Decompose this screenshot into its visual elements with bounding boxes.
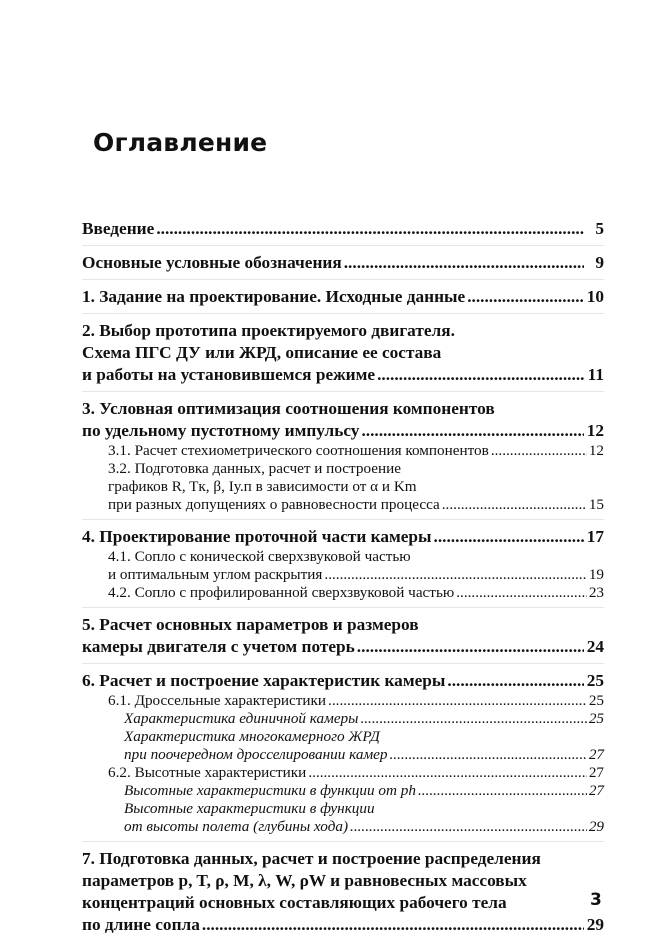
toc-entry[interactable] [82, 313, 604, 386]
dot-leader [357, 636, 584, 658]
toc-page-number: 27 [588, 746, 604, 763]
dot-leader [328, 692, 587, 710]
toc-entry-title: 6. Расчет и построение характеристик камеры [82, 671, 446, 690]
dot-leader [324, 566, 586, 584]
toc-entry-title: Характеристика единичной камеры [124, 710, 359, 727]
toc-page-number: 12 [588, 442, 604, 459]
toc-entry-title: 7. Подготовка данных, расчет и построение распределения [82, 849, 541, 868]
toc-entry-title: 2. Выбор прототипа проектируемого двигателя. [82, 321, 455, 340]
toc-page-number: 27 [588, 764, 604, 781]
toc-entry-title: Высотные характеристики в функции [124, 800, 375, 817]
toc-entry-title: 6.1. Дроссельные характеристики [108, 692, 327, 709]
toc-entry-title: 5. Расчет основных параметров и размеров [82, 615, 419, 634]
toc-page-number: 19 [588, 566, 604, 583]
toc-entry-title: при разных допущениях о равновесности процесса [108, 496, 440, 513]
dot-leader [360, 710, 586, 728]
toc-entry-title: концентраций основных составляющих рабочего тела [82, 893, 507, 912]
dot-leader [447, 670, 584, 692]
toc-entry-title: параметров p, T, ρ, M, λ, W, ρW и равновесных массовых [82, 871, 527, 890]
dot-leader [377, 364, 584, 386]
toc-entry-title: по длине сопла [82, 915, 200, 934]
toc-entry[interactable] [82, 460, 604, 514]
toc-entry-title: 3. Условная оптимизация соотношения компонентов [82, 399, 495, 418]
dot-leader [202, 914, 584, 936]
toc-entry-title: 4.1. Сопло с конической сверхзвуковой частью [108, 548, 411, 565]
toc-entry-title: Характеристика многокамерного ЖРД [124, 728, 380, 745]
toc-entry-title: при поочередном дросселировании камер [124, 746, 388, 763]
toc-page-number: 12 [586, 421, 604, 440]
toc-entry[interactable] [82, 841, 604, 936]
toc-entry-title: графиков R, Tк, β, Iу.п в зависимости от α и Km [108, 478, 417, 495]
toc-entry-title: от высоты полета (глубины хода) [124, 818, 349, 835]
toc-entry-title: и работы на установившемся режиме [82, 365, 376, 384]
toc-page-number: 25 [586, 671, 604, 690]
toc-page-number: 15 [588, 496, 604, 513]
dot-leader [434, 526, 584, 548]
toc-entry-title: 4. Проектирование проточной части камеры [82, 527, 432, 546]
dot-leader [350, 818, 587, 836]
toc-entry[interactable] [82, 584, 604, 602]
toc-page-number: 5 [595, 219, 604, 238]
dot-leader [390, 746, 587, 764]
toc-entry-title: 4.2. Сопло с профилированной сверхзвуковой частью [108, 584, 455, 601]
toc-entry-title: Схема ПГС ДУ или ЖРД, описание ее состава [82, 343, 442, 362]
toc-page-number: 10 [586, 287, 604, 306]
toc-entry[interactable] [82, 218, 604, 240]
dot-leader [467, 286, 584, 308]
toc-entry-title: Основные условные обозначения [82, 253, 342, 272]
toc-page-number: 25 [588, 692, 604, 709]
toc-page-number: 17 [586, 527, 604, 546]
toc-entry-title: 3.2. Подготовка данных, расчет и построение [108, 460, 401, 477]
toc-entry[interactable] [82, 782, 604, 800]
toc-entry-title: Введение [82, 219, 155, 238]
toc-entry[interactable] [82, 279, 604, 308]
toc-entry[interactable] [82, 442, 604, 460]
toc-page-number: 27 [588, 782, 604, 799]
toc-entry[interactable] [82, 663, 604, 692]
toc-entry-title: по удельному пустотному импульсу [82, 421, 360, 440]
toc-entry[interactable] [82, 800, 604, 836]
dot-leader [491, 442, 587, 460]
toc-page-number: 29 [588, 818, 604, 835]
page-number: 3 [590, 890, 602, 910]
toc-entry[interactable] [82, 710, 604, 728]
toc-entry[interactable] [82, 519, 604, 548]
toc-entry[interactable] [82, 391, 604, 442]
toc-entry[interactable] [82, 692, 604, 710]
dot-leader [344, 252, 584, 274]
dot-leader [156, 218, 584, 240]
toc-page-number: 11 [587, 365, 604, 384]
dot-leader [308, 764, 587, 782]
toc-entry[interactable] [82, 728, 604, 764]
toc-page-number: 23 [588, 584, 604, 601]
toc-page-number: 25 [588, 710, 604, 727]
toc-entry-title: 3.1. Расчет стехиометрического соотношения компонентов [108, 442, 489, 459]
toc-entry-title: и оптимальным углом раскрытия [108, 566, 323, 583]
toc-page-number: 9 [595, 253, 604, 272]
toc-entry-title: камеры двигателя с учетом потерь [82, 637, 355, 656]
toc-page-number: 29 [586, 915, 604, 934]
dot-leader [456, 584, 587, 602]
toc-entry-title: Высотные характеристики в функции от ph [124, 782, 416, 799]
toc-entry[interactable] [82, 607, 604, 658]
toc-entry[interactable] [82, 548, 604, 584]
dot-leader [418, 782, 587, 800]
toc-entry[interactable] [82, 764, 604, 782]
dot-leader [442, 496, 587, 514]
toc-entry-title: 1. Задание на проектирование. Исходные данные [82, 287, 466, 306]
toc-page-number: 24 [586, 637, 604, 656]
dot-leader [361, 420, 584, 442]
toc-entry[interactable] [82, 245, 604, 274]
table-of-contents [82, 218, 604, 936]
toc-entry-title: 6.2. Высотные характеристики [108, 764, 307, 781]
page-title: Оглавление [93, 128, 268, 157]
